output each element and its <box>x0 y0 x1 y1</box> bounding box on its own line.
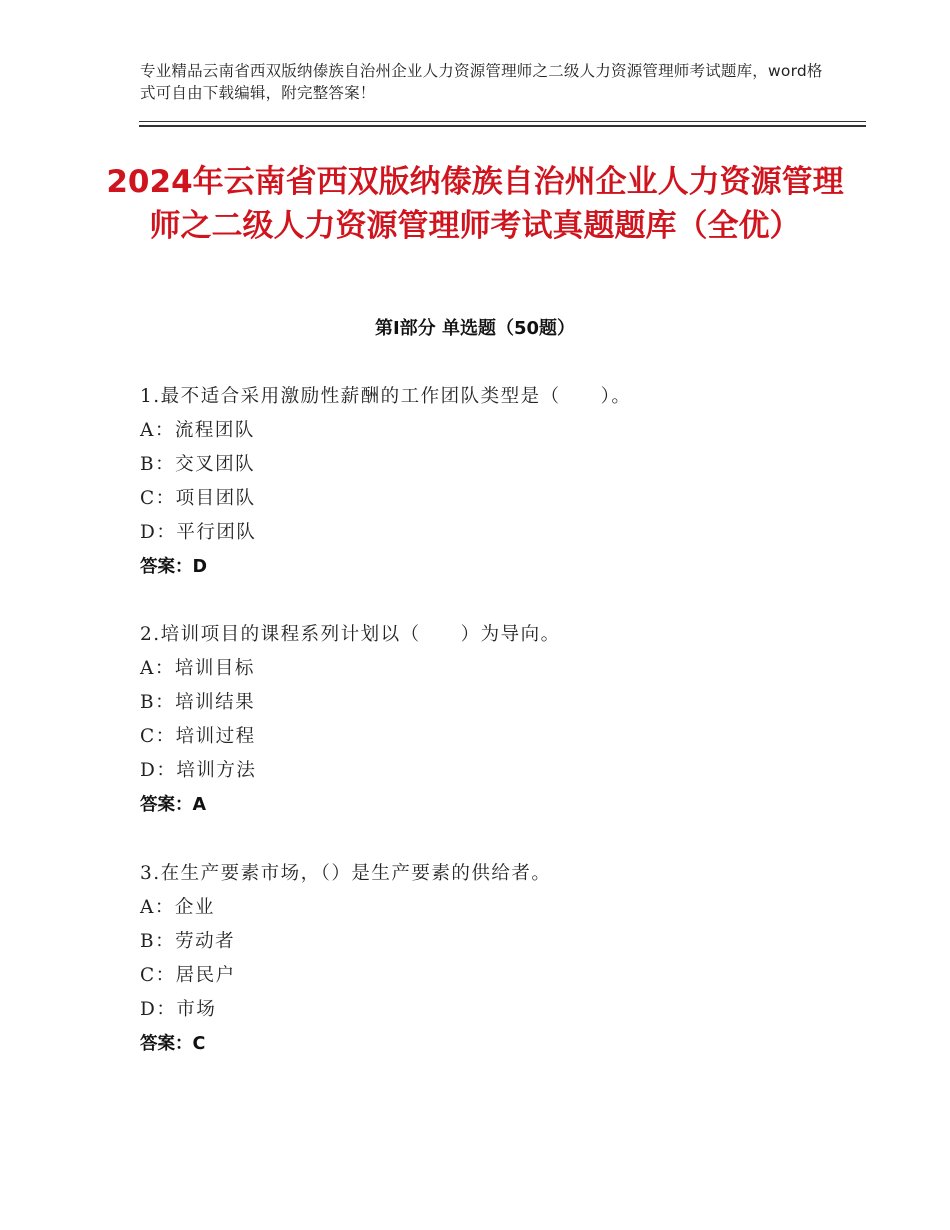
question-1 <box>140 380 840 584</box>
header-divider-thin <box>139 121 866 122</box>
answer-label: 答案：A <box>140 795 207 815</box>
answer-label: 答案：D <box>140 557 208 577</box>
question-3 <box>140 857 840 1061</box>
option-a: A：流程团队 <box>140 420 255 441</box>
section-heading: 第Ⅰ部分 单选题（50题） <box>374 318 575 339</box>
option-a: A：企业 <box>140 897 215 918</box>
option-b: B：交叉团队 <box>140 454 256 475</box>
option-c: C：培训过程 <box>140 726 256 747</box>
header-note: 专业精品云南省西双版纳傣族自治州企业人力资源管理师之二级人力资源管理师考试题库，word格式可自由下载编辑，附完整答案！ <box>140 62 823 102</box>
answer-label: 答案：C <box>140 1034 206 1054</box>
question-2 <box>140 618 840 822</box>
question-stem: 3.在生产要素市场，（）是生产要素的供给者。 <box>140 863 552 884</box>
option-d: D：平行团队 <box>140 522 257 543</box>
option-a: A：培训目标 <box>140 658 255 679</box>
option-d: D：培训方法 <box>140 760 257 781</box>
option-d: D：市场 <box>140 999 217 1020</box>
option-c: C：项目团队 <box>140 488 256 509</box>
option-b: B：培训结果 <box>140 692 256 713</box>
header-divider-thick <box>139 125 866 127</box>
question-stem: 2.培训项目的课程系列计划以（ ）为导向。 <box>140 624 561 645</box>
option-c: C：居民户 <box>140 965 236 986</box>
option-b: B：劳动者 <box>140 931 236 952</box>
question-stem: 1.最不适合采用激励性薪酬的工作团队类型是（ ）。 <box>140 386 632 407</box>
document-title: 2024年云南省西双版纳傣族自治州企业人力资源管理师之二级人力资源管理师考试真题题库（全优） <box>106 164 844 244</box>
